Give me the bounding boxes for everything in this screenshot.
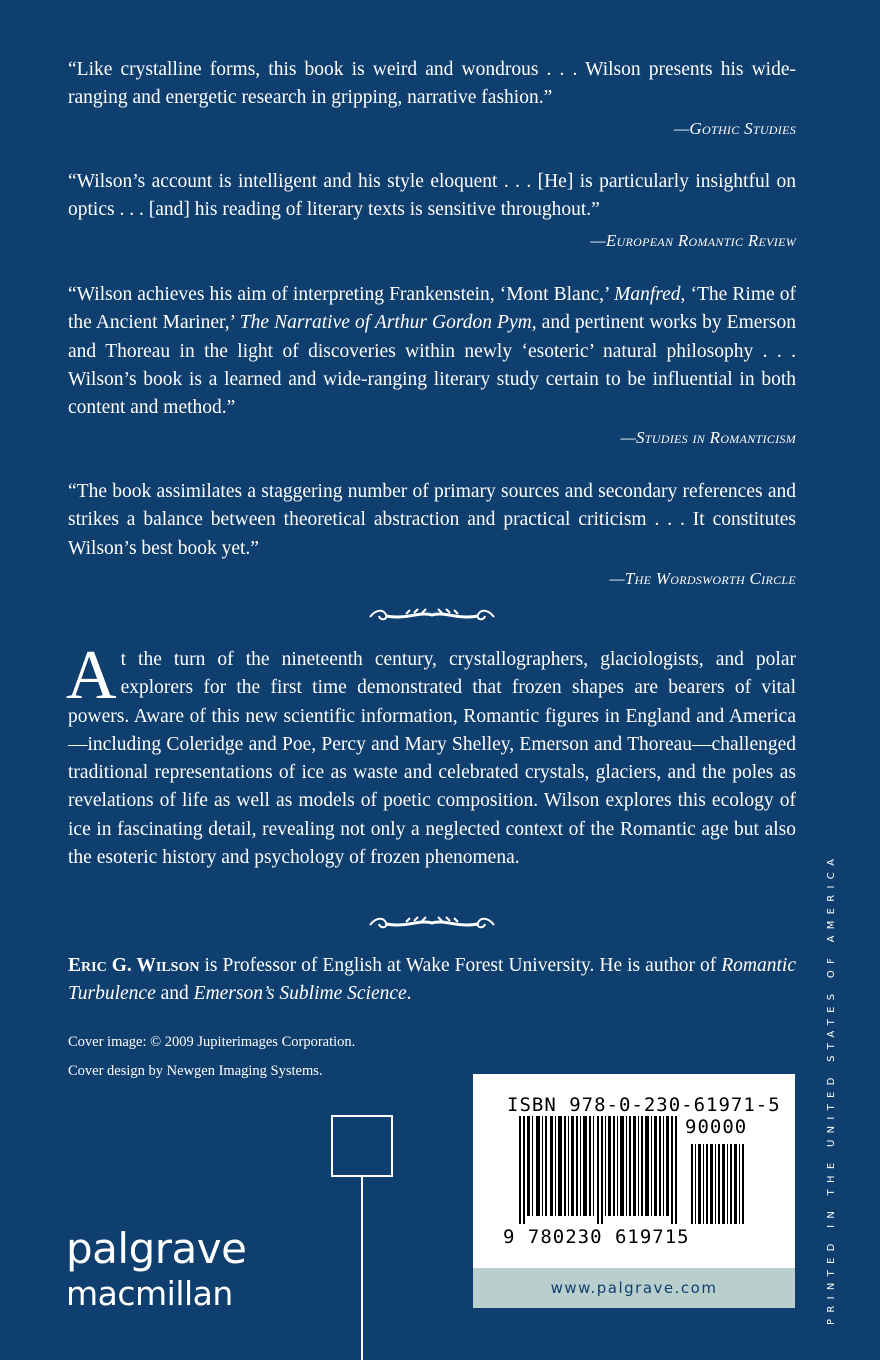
book-title: Romantic Turbulence	[68, 955, 796, 1005]
review-quote	[68, 281, 796, 422]
review-4	[68, 478, 796, 593]
publisher-url: www.palgrave.com	[473, 1268, 795, 1308]
quote-title: Manfred	[614, 284, 681, 305]
publisher-logo-palgrave: palgrave	[66, 1224, 247, 1273]
quote-text: “Wilson achieves his aim of interpreting Frankenstein, ‘Mont Blanc,’	[68, 284, 615, 305]
quote-text: , ‘The Rime of the Ancient Mariner,’	[68, 284, 796, 334]
author-name: Eric G. Wilson	[68, 955, 200, 976]
printed-in-usa-note: PRINTED IN THE UNITED STATES OF AMERICA	[826, 852, 837, 1325]
review-source: —The Wordsworth Circle	[609, 568, 796, 588]
bio-text: .	[406, 983, 412, 1005]
quote-title: The Narrative of Arthur Gordon Pym	[239, 312, 532, 334]
review-source: —Studies in Romanticism	[620, 428, 796, 448]
review-quote: “The book assimilates a staggering number of primary sources and secondary references and strikes a balance between theoretical abstraction and practical criticism . . . It constitutes Wilson’s best book yet.”	[68, 481, 796, 559]
barcode-panel	[473, 1074, 795, 1308]
book-description	[66, 637, 796, 872]
cover-image-credit: Cover image: © 2009 Jupiterimages Corporation.	[68, 1034, 356, 1050]
review-3	[68, 281, 796, 453]
review-quote: “Like crystalline forms, this book is weird and wondrous . . . Wilson presents his wide-ranging and energetic research in gripping, narrative fashion.”	[68, 59, 796, 109]
review-2	[68, 168, 796, 255]
ornament-divider-icon	[366, 913, 498, 933]
isbn-number: ISBN 978-0-230-61971-5	[507, 1094, 781, 1116]
cover-design-credit: Cover design by Newgen Imaging Systems.	[68, 1063, 323, 1079]
book-title: Emerson’s Sublime Science	[193, 983, 407, 1005]
description-text: t the turn of the nineteenth century, crystallographers, glaciologists, and polar explorers for the first time demonstrated that frozen shapes are bearers of vital powers. Aware of this new scientific information, Romantic figures in England and America—including Coleridge and Poe, Percy and Mary Shelley, Emerson and Thoreau—challenged traditional representations of ice as waste and celebrated crystals, glaciers, and the poles as revelations of life as well as models of poetic composition. Wilson explores this ecology of ice in fascinating detail, revealing not only a neglected context of the Romantic age but also the esoteric history and psychology of frozen phenomena.	[68, 649, 796, 869]
author-bio	[68, 952, 796, 1009]
bio-text: is Professor of English at Wake Forest University. He is author of	[199, 955, 722, 976]
bio-text: and	[155, 983, 194, 1005]
drop-cap: A	[66, 637, 117, 714]
quote-text: , and pertinent works by Emerson and Thoreau in the light of discoveries within newly ‘esoteric’ natural philosophy . . . Wilson’s book is a learned and wide-ranging literary study certain to be influential in both content and method.”	[68, 312, 797, 419]
review-quote: “Wilson’s account is intelligent and his style eloquent . . . [He] is particularly insightful on optics . . . [and] his reading of literary texts is sensitive throughout.”	[68, 171, 796, 221]
publisher-logo-square	[331, 1115, 393, 1177]
review-source: —European Romantic Review	[590, 230, 796, 250]
publisher-logo-line	[361, 1175, 363, 1360]
barcode-digits: 9 780230 619715	[503, 1226, 690, 1248]
publisher-logo-macmillan: macmillan	[66, 1274, 233, 1313]
barcode-addon-digits: 90000	[685, 1116, 748, 1138]
review-1	[68, 56, 796, 143]
review-source: —Gothic Studies	[674, 118, 796, 138]
ornament-divider-icon	[366, 605, 498, 625]
